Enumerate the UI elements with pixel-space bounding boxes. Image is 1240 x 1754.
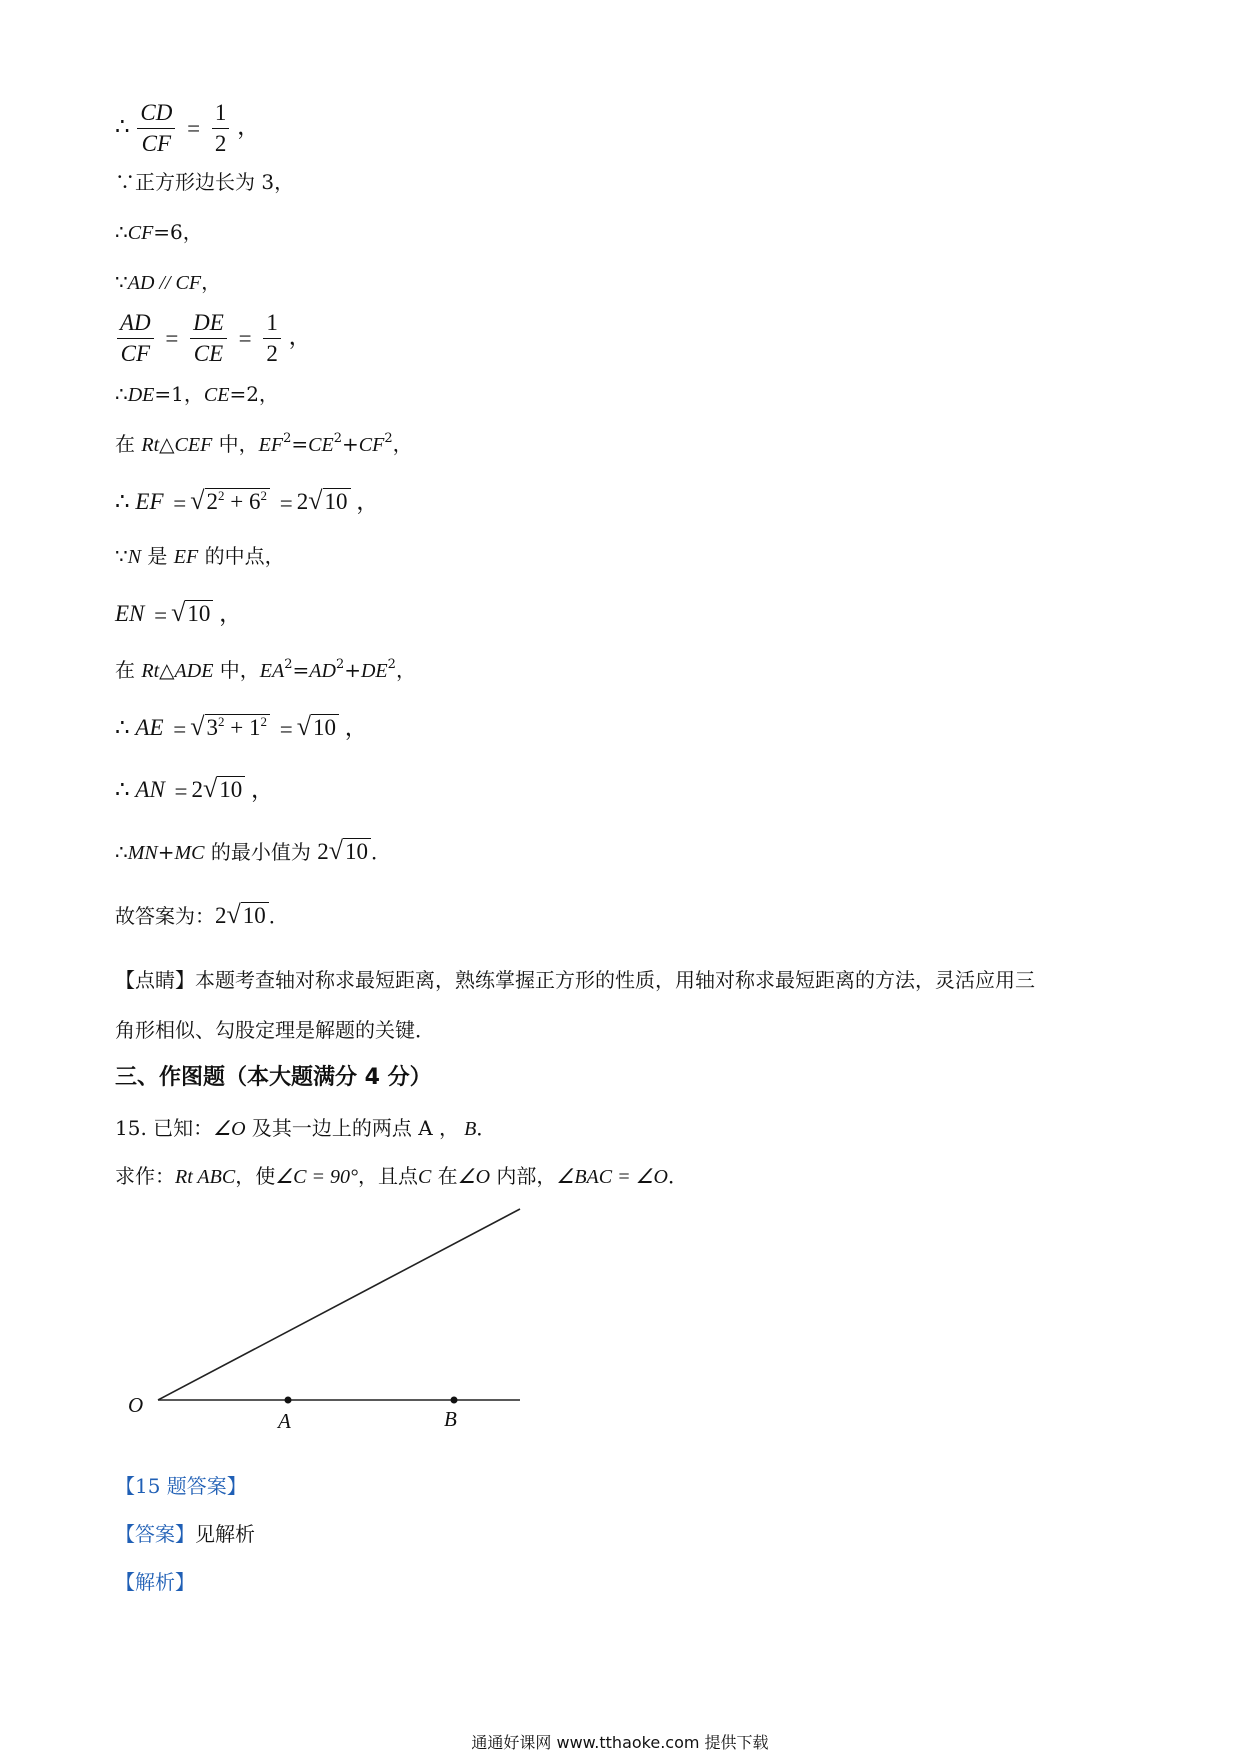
value: =2，	[229, 382, 279, 406]
exponent: 2	[283, 431, 292, 446]
var-de: DE	[360, 660, 388, 682]
text: 的中点，	[198, 544, 285, 568]
answer-tag: 【答案】	[115, 1522, 195, 1546]
radicand: 10	[217, 776, 245, 803]
equals: =	[174, 778, 188, 804]
radicand: 10	[311, 714, 339, 741]
plus: +	[342, 432, 359, 456]
equals: =	[238, 325, 252, 351]
line-an-value	[115, 776, 274, 804]
text: ，使	[235, 1164, 276, 1188]
denominator: 2	[214, 131, 227, 156]
triangle-symbol: △	[159, 432, 175, 456]
exponent: 2	[384, 431, 393, 446]
var-cef: CEF	[174, 434, 213, 456]
line-min-value	[115, 838, 391, 865]
radicand: 10	[343, 838, 371, 865]
var-ce: CE	[308, 434, 334, 456]
radicand	[205, 488, 270, 515]
period: ．	[667, 1164, 688, 1188]
var-en: EN	[115, 601, 145, 626]
therefore-symbol: ∴	[115, 715, 130, 740]
angle-figure	[110, 1200, 550, 1440]
comma: ，	[251, 777, 275, 802]
radicand: 10	[323, 488, 351, 515]
text: 内部，	[490, 1164, 557, 1188]
parallel-statement: AD // CF	[127, 272, 202, 294]
text: 在	[115, 432, 142, 456]
therefore-symbol: ∴	[115, 382, 128, 406]
radicand	[205, 714, 270, 741]
triangle-abc: ABC	[192, 1166, 236, 1188]
upper-ray	[158, 1209, 520, 1400]
line-n-midpoint	[115, 544, 285, 569]
line-de-ce-values	[115, 382, 279, 407]
therefore-symbol: ∴	[115, 220, 128, 244]
label-a: A	[278, 1409, 291, 1433]
text: 15. 已知：	[115, 1116, 214, 1140]
therefore-symbol: ∴	[115, 489, 130, 514]
var-cf: CF	[358, 434, 385, 456]
text: 中，	[213, 658, 260, 682]
equals: =	[279, 490, 293, 516]
sqrt-sign: √	[171, 598, 186, 627]
point-a-dot	[285, 1397, 292, 1404]
sqrt-sign: √	[308, 486, 323, 515]
var-ad: AD	[309, 660, 336, 682]
note-line-1: 【点睛】本题考查轴对称求最短距离，熟练掌握正方形的性质，用轴对称求最短距离的方法，灵活应用三	[115, 968, 1035, 992]
denominator: CF	[141, 131, 172, 156]
point-b: B	[459, 1118, 477, 1140]
var-ce: CE	[203, 384, 230, 406]
footer: 通通好课网 www.tthaoke.com 提供下载	[471, 1733, 769, 1752]
exponent: 2	[335, 657, 345, 672]
answer-line	[115, 1522, 255, 1546]
angle-bac: ∠BAC = ∠O	[556, 1166, 668, 1188]
text: 故答案为：	[115, 904, 215, 928]
sqrt-sign: √	[190, 712, 205, 741]
exponent: 2	[387, 657, 396, 672]
line-similar-ratio	[115, 308, 312, 369]
exponent: 2	[260, 714, 267, 729]
text: 中，	[212, 432, 259, 456]
var-an: AN	[135, 777, 165, 802]
numerator: AD	[117, 308, 154, 339]
therefore-symbol: ∴	[115, 840, 128, 864]
exponent: 2	[218, 714, 225, 729]
text: 及其一边上的两点 A ，	[245, 1116, 460, 1140]
therefore-symbol: ∴	[115, 777, 130, 802]
var-ef: EF	[173, 546, 199, 568]
numerator: CD	[137, 98, 175, 129]
var-n: N	[127, 546, 142, 568]
comma: ，	[395, 658, 416, 682]
analysis-tag: 【解析】	[115, 1570, 195, 1594]
line-square-side: ∵正方形边长为 3，	[115, 170, 295, 194]
radicand: 10	[185, 600, 213, 627]
sqrt-sign: √	[190, 486, 205, 515]
comma: ，	[344, 715, 368, 740]
equals: =	[165, 325, 179, 351]
rt: Rt	[175, 1166, 193, 1188]
sqrt-sign: √	[296, 712, 312, 741]
line-ef-value	[115, 488, 379, 516]
exponent: 2	[218, 488, 225, 503]
comma: ，	[219, 601, 243, 626]
equals: =	[154, 602, 168, 628]
plus: +	[344, 658, 361, 682]
sqrt-sign: √	[226, 900, 241, 929]
angle-o: ∠O	[213, 1118, 246, 1140]
text: 在	[115, 658, 142, 682]
comma: ，	[356, 489, 380, 514]
text: 在	[431, 1164, 458, 1188]
var-ef: EF	[258, 434, 284, 456]
period: ．	[371, 840, 391, 864]
comma: ，	[201, 270, 222, 294]
line-cd-cf-ratio	[115, 98, 260, 159]
exponent: 2	[333, 431, 342, 446]
exponent: 2	[284, 657, 293, 672]
angle-o: ∠O	[457, 1166, 491, 1188]
value: =6，	[153, 220, 203, 244]
comma: ，	[288, 323, 312, 349]
fraction-ad-cf	[117, 308, 154, 369]
line-ad-parallel-cf	[115, 270, 221, 295]
line-ae-value	[115, 714, 368, 742]
fraction-one-half	[263, 308, 281, 369]
equals: =	[279, 716, 293, 742]
term: 6	[249, 489, 261, 514]
comma: ，	[392, 432, 413, 456]
fraction-cd-cf	[137, 98, 175, 159]
q15-given	[115, 1116, 496, 1141]
equals: =	[291, 432, 309, 456]
fraction-de-ce	[190, 308, 227, 369]
period: ．	[476, 1116, 497, 1140]
fraction-one-half	[212, 98, 230, 159]
equals: =	[173, 716, 187, 742]
value: =1，	[154, 382, 204, 406]
coefficient: 2	[317, 839, 329, 864]
sqrt-sign: √	[203, 774, 218, 803]
answer-header: 【15 题答案】	[115, 1474, 247, 1498]
note-line-2: 角形相似、勾股定理是解题的关键．	[115, 1018, 435, 1042]
denominator: CE	[193, 341, 224, 366]
equals: =	[173, 490, 187, 516]
coefficient: 2	[215, 903, 227, 928]
text: 是	[141, 544, 174, 568]
triangle-symbol: △	[159, 658, 175, 682]
line-cf-value	[115, 220, 203, 245]
plus: +	[224, 715, 249, 740]
numerator: DE	[190, 308, 227, 339]
exponent: 2	[260, 488, 267, 503]
text: 求作：	[115, 1164, 175, 1188]
line-pythagoras-cef	[115, 432, 413, 457]
var-mn: MN	[127, 842, 158, 864]
plus: +	[157, 840, 175, 864]
line-en-value	[115, 600, 242, 628]
var-ef: EF	[135, 489, 164, 514]
because-symbol: ∵	[115, 544, 128, 568]
numerator: 1	[263, 308, 281, 339]
point-b-dot	[451, 1397, 458, 1404]
numerator: 1	[212, 98, 230, 129]
comma: ，	[237, 113, 261, 139]
var-ea: EA	[259, 660, 285, 682]
equals: =	[292, 658, 310, 682]
text: 的最小值为	[204, 840, 318, 864]
radicand: 10	[241, 902, 269, 929]
q15-construct	[115, 1164, 688, 1189]
var-mc: MC	[174, 842, 205, 864]
therefore-symbol: ∴	[115, 113, 130, 139]
sqrt-sign: √	[328, 836, 343, 865]
term: 1	[249, 715, 261, 740]
denominator: 2	[266, 341, 278, 366]
denominator: CF	[120, 341, 151, 366]
var-de: DE	[127, 384, 155, 406]
line-final-answer	[115, 902, 289, 929]
var-ae: AE	[135, 715, 164, 740]
text: ，且点	[357, 1164, 418, 1188]
rt: Rt	[141, 660, 160, 682]
answer-text: 见解析	[195, 1522, 255, 1546]
var-cf: CF	[127, 222, 154, 244]
line-pythagoras-ade	[115, 658, 416, 683]
term: 3	[206, 715, 219, 740]
label-b: B	[444, 1407, 457, 1431]
because-symbol: ∵	[115, 270, 128, 294]
coefficient: 2	[191, 777, 204, 802]
term: 2	[206, 489, 219, 514]
section-title: 三、作图题（本大题满分 4 分）	[115, 1065, 432, 1090]
angle-c: ∠C = 90°	[275, 1166, 358, 1188]
var-ade: ADE	[174, 660, 214, 682]
period: ．	[268, 904, 289, 928]
plus: +	[224, 489, 249, 514]
equals: =	[187, 115, 201, 141]
rt: Rt	[141, 434, 160, 456]
coefficient: 2	[296, 489, 309, 514]
label-o: O	[128, 1393, 144, 1417]
point-c: C	[417, 1166, 432, 1188]
